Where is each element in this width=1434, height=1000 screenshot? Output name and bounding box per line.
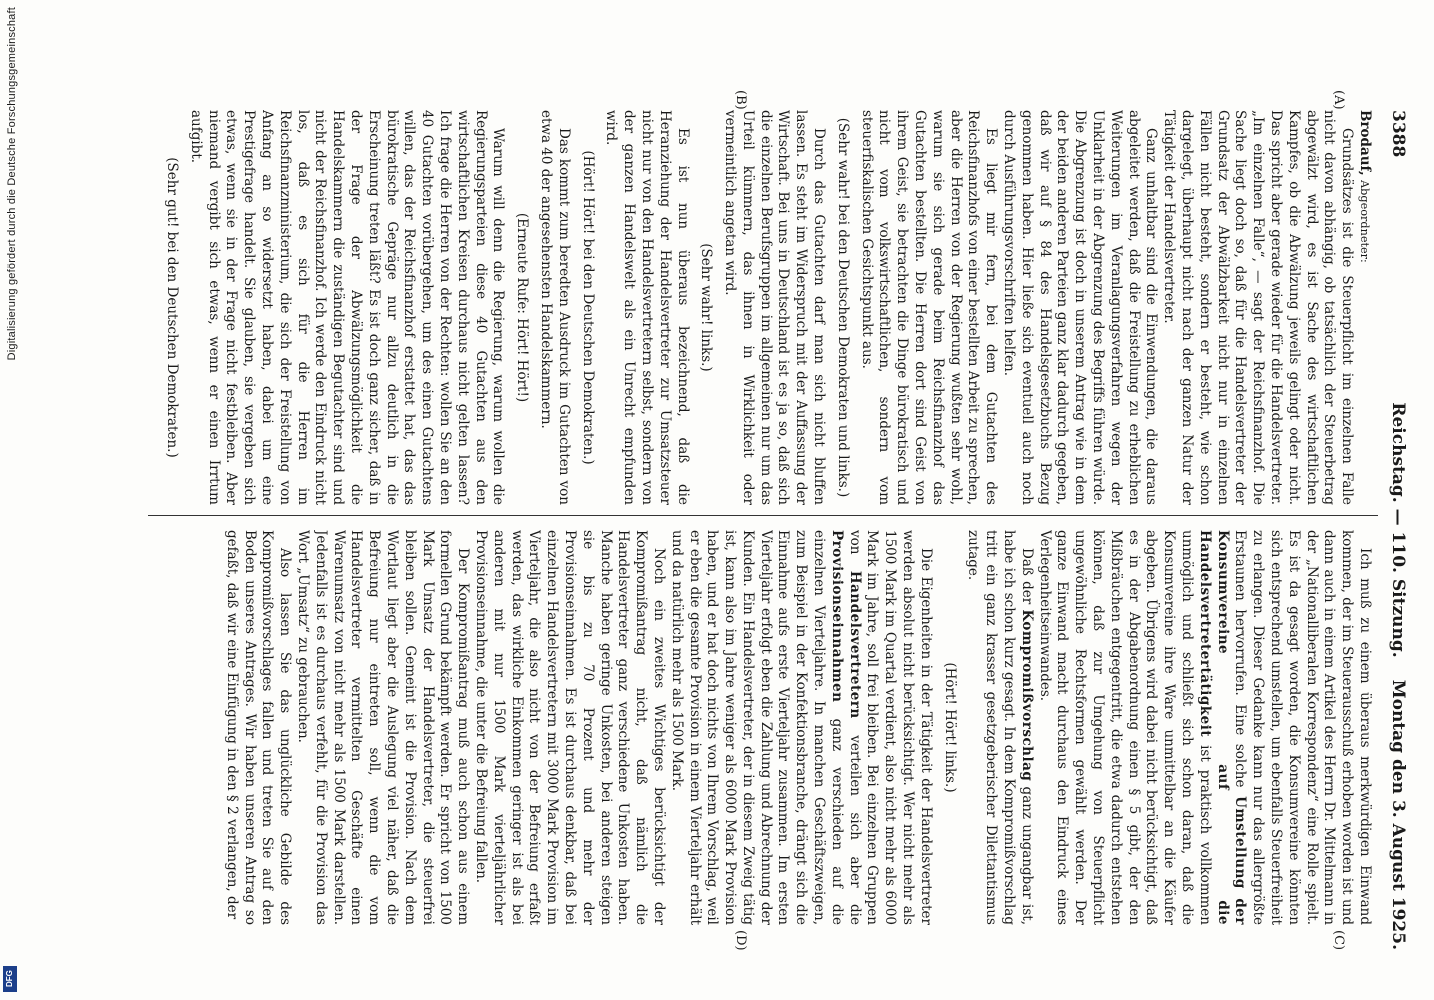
margin-mark-a: (A)	[1331, 90, 1346, 110]
interjection: (Erneute Rufe: Hört! Hört!)	[514, 212, 531, 403]
paragraph	[1035, 530, 1373, 925]
paragraph-text: verteilen sich aber die	[846, 735, 863, 925]
margin-mark-c: (C)	[1331, 930, 1346, 951]
paragraph-text: ganz ungangbar ist, habe ich schon kurz gesagt. In dem Kompromißvorschlag tritt ein ganz krasser gesetzgeberischer Dilettantismus zutage.	[965, 530, 1035, 925]
margin-mark-b: (B)	[733, 90, 748, 110]
paragraph	[964, 530, 1035, 925]
paragraph-text: Die Eigenheiten in der Tätigkeit der Handelsvertreter werden absolut nicht berücksichtigt. Wer nicht mehr als 1500 Mark im Quartal verdient, also nicht mehr als 6000 Mark im Jahre, soll frei bleiben. Bei einzelnen Gruppen von	[846, 530, 934, 925]
paragraph: Es ist nun überaus bezeichnend, daß die Heranziehung der Handelsvertreter zur Umsatzsteuer nicht nur von den Handelsvertretern selbst, sondern von der ganzen Handelswelt als ein Unrecht empfunden wird.	[603, 110, 691, 505]
digitization-note	[6, 0, 20, 1000]
margin-mark-d: (D)	[733, 930, 748, 951]
speaker-role: Abgeordneter:	[1358, 180, 1371, 263]
interjection: (Sehr wahr! links.)	[698, 243, 715, 372]
right-column	[153, 530, 1373, 925]
paragraph: Ganz unhaltbar sind die Einwendungen, die daraus abgeleitet werden, daß die Freistellung zu erheblichen Weiterungen im Veranlagungsverfahren wegen der Unklarheit in der Abgrenzung des Begriffs führen würde. Die Abgrenzung ist doch in unserem Antrag wie in dem der beiden anderen Parteien ganz klar dadurch gegeben, daß wir auf § 84 des Handelsgesetzbuchs Bezug genommen haben. Hier ließe sich eventuell auch noch durch Ausführungsvorschriften helfen.	[1001, 110, 1160, 505]
column-divider	[148, 515, 1378, 516]
emphasis: Umstellung der Konsumvereine auf die Handelsvertretertätigkeit	[1196, 530, 1249, 925]
paragraph-text: Ich muß zu einem überaus merkwürdigen Einwand kommen, der im Steuerausschuß erhoben worden ist und dann auch in einem Artikel des Herrn Dr. Mittelmann in der „Nationalliberalen Korrespondenz“ eine Rolle spielt. Es ist da gesagt worden, die Konsumvereine könnten sich entsprechend umstellen, um ebenfalls Steuerfreiheit zu erlangen. Dieser Gedanke kann nur das allergrößte Erstaunen hervorrufen. Eine solche	[1232, 530, 1373, 925]
paragraph: Also lassen Sie das unglückliche Gebilde des Kompromißvorschlages fallen und treten Sie auf den Boden unseres Antrages. Wir haben unseren Antrag so gefaßt, daß wir eine Einfügung in den § 2 verlangen, der	[223, 530, 294, 925]
paragraph-text: ganz verschieden auf die einzelnen Vierteljahre. In manchen Geschäftszweigen, zum Beispiel in der Konfektionsbranche, drängt sich die Einnahme aufs erste Vierteljahr zusammen. Im ersten Vierteljahr erfolgt eben die Zahlung und Abrechnung der Kunden. Ein Handelsvertreter, der in diesem Zweig tätig ist, kann also im Jahre weniger als 6000 Mark Provision haben, und er hat doch nichts von Ihrem Vorschlag, weil er eben die gesamte Provision in einem Vierteljahr erhält und da natürlich mehr als 1500 Mark.	[668, 530, 845, 925]
rotated-page-content	[118, 90, 1418, 950]
emphasis: Kompromißvorschlag	[1018, 609, 1035, 782]
interjection: (Hört! Hört! bei den Deutschen Demokraten.)	[579, 150, 596, 465]
emphasis: Provisionseinnahmen	[828, 530, 845, 703]
paragraph: Noch ein zweites Wichtiges berücksichtigt der Kompromißantrag nicht, daß nämlich die Handelsvertreter ganz verschiedene Unkosten haben. Manche haben geringe Unkosten, bei anderen steigen sie bis zu 70 Prozent und mehr der Provisionseinnahmen. Es ist durchaus denkbar, daß bei einzelnen Handelsvertretern mit 3000 Mark Provision im Vierteljahr, die also nicht von der Befreiung erfaßt werden, das wirkliche Einkommen geringer ist als bei anderen mit nur 1500 Mark vierteljährlicher Provisionseinnahme, die unter die Befreiung fallen.	[472, 530, 667, 925]
paragraph: Grundsätzes ist die Steuerpflicht im einzelnen Falle nicht davon abhängig, ob tatsächlich der Steuerbetrag abgewälzt wird, es ist Sache des wirtschaftlichen Kampfes, ob die Abwälzung jeweils gelingt oder nicht. Das spricht aber gerade wieder für die Handelsvertreter. „Im einzelnen Falle“, — sagt der Reichsfinanzhof. Die Sache liegt doch so, daß für die Handelsvertreter der Grundsatz der Abwälzbarkeit nicht nur in einzelnen Fällen nicht besteht, sondern er besteht, wie schon dargelegt, überhaupt nicht nach der ganzen Natur der Tätigkeit der Handelsvertreter.	[1161, 110, 1356, 505]
dfg-logo: DFG	[3, 966, 17, 992]
page-header	[1378, 110, 1408, 950]
paragraph-text: ist praktisch vollkommen unmöglich und schließt sich schon daran, daß die Konsumvereine ihre Ware unmittelbar an die Käufer abgeben. Übrigens wird dabei nicht berücksichtigt, daß es in der Abgabenordnung einen § 5 gibt, der den Mißbräuchen entgegentritt, die etwa dadurch entstehen können, daß zur Umgehung von Steuerpflicht ungewöhnliche Rechtsformen gewählt werden. Der ganze Einwand macht durchaus den Eindruck eines Verlegenheitseinwandes.	[1036, 530, 1213, 925]
paragraph-text: Daß der	[1018, 548, 1035, 605]
session-date: Montag den 3. August 1925.	[1388, 679, 1408, 950]
digitization-note-text: Digitalisierung gefördert durch die Deutsche Forschungsgemeinschaft	[6, 7, 18, 361]
paragraph: Warum will denn die Regierung, warum wollen die Regierungsparteien diese 40 Gutachten aus den wirtschaftlichen Kreisen durchaus nicht gelten lassen? Ich frage die Herren von der Rechten: wollen Sie an den 40 Gutachten vorübergehen, um des einen Gutachtens willen, das der Reichsfinanzhof erstattet hat, das das bürokratische Gepräge nur allzu deutlich in die Erscheinung treten läßt? Es ist doch ganz sicher, daß in der Frage der Abwälzungsmöglichkeit die Handelskammern die zuständigen Begutachter sind und nicht der Reichsfinanzhof. Ich werde den Eindruck nicht los, daß es sich für die Herren im Reichsfinanzministerium, die sich der Freistellung von Anfang an so widersetzt haben, dabei um eine Prestigefrage handelt. Sie glauben, sie vergeben sich etwas, wenn sie in der Frage nicht festbleiben. Aber niemand vergibt sich etwas, wenn er einen Irrtum aufgibt.	[187, 110, 507, 505]
paragraph	[1355, 110, 1373, 505]
page-number: 3388	[1388, 110, 1408, 158]
paragraph: Es liegt mir fern, bei dem Gutachten des Reichsfinanzhofs von einer bestellten Arbeit zu sprechen, aber die Herren von der Regierung wußten sehr wohl, warum sie sich gerade beim Reichsfinanzhof das Gutachten bestellten. Die Herren dort sind Geist von ihrem Geist, sie betrachten die Dinge bürokratisch und nicht vom volkswirtschaftlichen, sondern vom steuerfiskalischen Gesichtspunkt aus.	[858, 110, 1000, 505]
interjection: (Hört! Hört! links.)	[941, 662, 958, 793]
paragraph	[667, 530, 934, 925]
interjection: (Sehr gut! bei den Deutschen Demokraten.)	[164, 157, 180, 458]
session-title: Reichstag. — 110. Sitzung.	[1388, 402, 1408, 658]
speaker-name: Brodauf,	[1357, 110, 1373, 176]
emphasis: Handelsvertretern	[846, 570, 863, 719]
paragraph: Der Kompromißantrag muß auch schon aus einem formellen Grund bekämpft werden. Er spricht von 1500 Mark Umsatz der Handelsvertreter, die steuerfrei bleiben sollen. Gemeint ist die Provision. Nach dem Wortlaut liegt aber die Auslegung viel näher, daß die Befreiung nur eintreten soll, wenn die vom Handelsvertreter vermittelten Geschäfte einen Warenumsatz von nicht mehr als 1500 Mark darstellen. Jedenfalls ist es durchaus verfehlt, für die Provision das Wort „Umsatz“ zu gebrauchen.	[294, 530, 472, 925]
interjection: (Sehr wahr! bei den Deutschen Demokraten und links.)	[834, 117, 851, 498]
paragraph: Das kommt zum beredten Ausdruck im Gutachten von etwa 40 der angesehensten Handelskammern.	[537, 110, 572, 505]
paragraph: Durch das Gutachten darf man sich nicht bluffen lassen. Es steht im Widerspruch mit der Auffassung der Wirtschaft. Bei uns in Deutschland ist es ja so, daß sich die einzelnen Berufsgruppen im allgemeinen nur um das Urteil kümmern, das ihnen in Wirklichkeit oder vermeintlich angetan wird.	[722, 110, 828, 505]
left-column	[153, 110, 1373, 505]
